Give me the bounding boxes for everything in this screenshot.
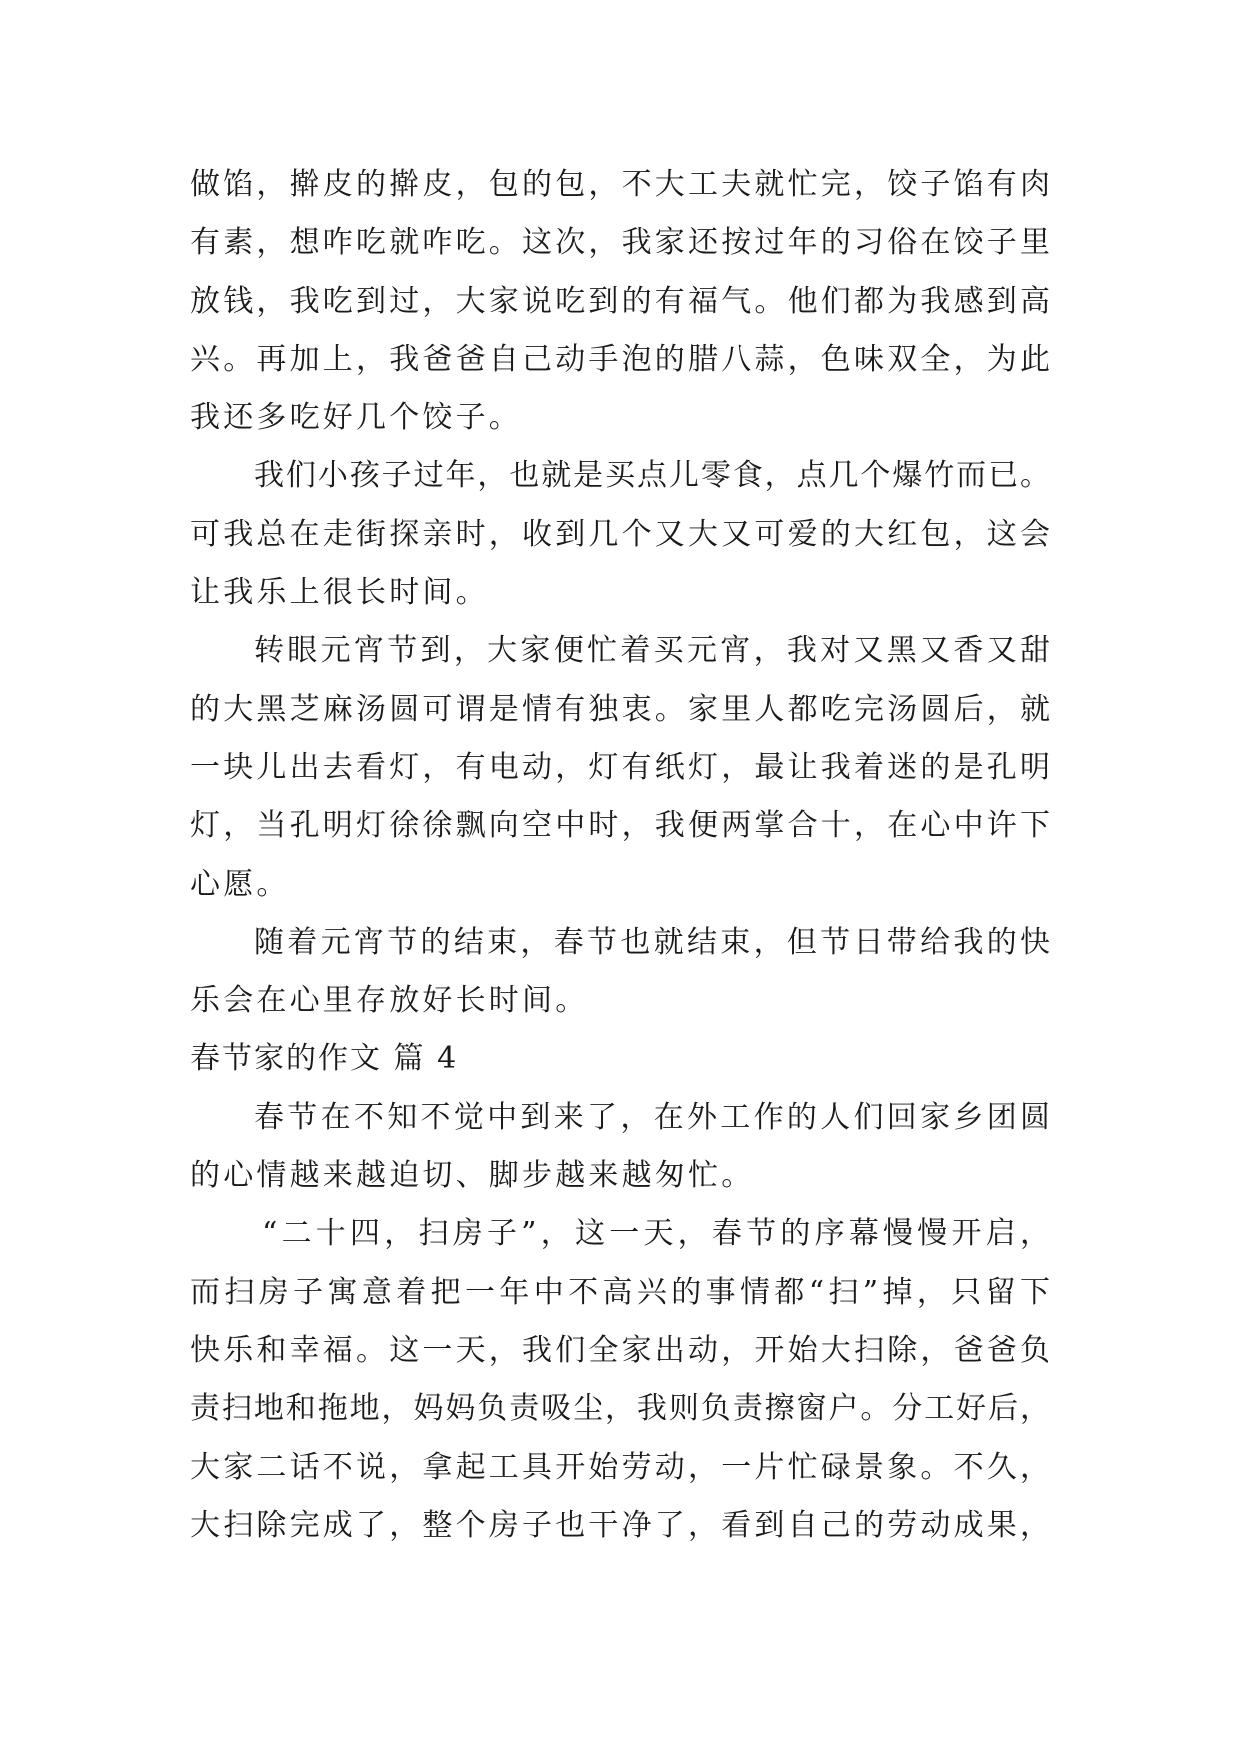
paragraph-first-line: 随着元宵节的结束，春节也就结束，但节日带给我的快 bbox=[254, 924, 1050, 960]
text-line: 让我乐上很长时间。 bbox=[190, 575, 489, 611]
text-line: 放钱，我吃到过，大家说吃到的有福气。他们都为我感到高 bbox=[190, 283, 1050, 319]
text-line: 乐会在心里存放好长时间。 bbox=[190, 983, 589, 1019]
paragraph-first-line: 我们小孩子过年，也就是买点儿零食，点几个爆竹而已。 bbox=[254, 458, 1050, 494]
text-line: 而扫房子寓意着把一年中不高兴的事情都“扫”掉，只留下 bbox=[190, 1274, 1050, 1310]
text-line: 我还多吃好几个饺子。 bbox=[190, 400, 522, 436]
text-line: 责扫地和拖地，妈妈负责吸尘，我则负责擦窗户。分工好后， bbox=[190, 1391, 1050, 1427]
text-line: 灯，当孔明灯徐徐飘向空中时，我便两掌合十，在心中许下 bbox=[190, 808, 1050, 844]
paragraph-first-line: “二十四，扫房子”，这一天，春节的序幕慢慢开启， bbox=[262, 1216, 1050, 1252]
text-line: 的心情越来越迫切、脚步越来越匆忙。 bbox=[190, 1158, 755, 1194]
text-line: 大家二话不说，拿起工具开始劳动，一片忙碌景象。不久， bbox=[190, 1449, 1050, 1485]
text-line: 有素，想咋吃就咋吃。这次，我家还按过年的习俗在饺子里 bbox=[190, 225, 1050, 261]
text-line: 的大黑芝麻汤圆可谓是情有独衷。家里人都吃完汤圆后，就 bbox=[190, 691, 1050, 727]
text-line: 一块儿出去看灯，有电动，灯有纸灯，最让我着迷的是孔明 bbox=[190, 749, 1050, 785]
section-heading: 春节家的作文 篇 4 bbox=[190, 1041, 459, 1077]
text-line: 可我总在走街探亲时，收到几个又大又可爱的大红包，这会 bbox=[190, 516, 1050, 552]
text-line: 兴。再加上，我爸爸自己动手泡的腊八蒜，色味双全，为此 bbox=[190, 341, 1050, 377]
paragraph-first-line: 春节在不知不觉中到来了，在外工作的人们回家乡团圆 bbox=[254, 1099, 1050, 1135]
text-line: 做馅，擀皮的擀皮，包的包，不大工夫就忙完，饺子馅有肉 bbox=[190, 167, 1050, 202]
text-line: 心愿。 bbox=[190, 866, 290, 902]
text-line: 快乐和幸福。这一天，我们全家出动，开始大扫除，爸爸负 bbox=[190, 1332, 1050, 1368]
text-line: 大扫除完成了，整个房子也干净了，看到自己的劳动成果， bbox=[190, 1507, 1050, 1543]
paragraph-first-line: 转眼元宵节到，大家便忙着买元宵，我对又黑又香又甜 bbox=[254, 633, 1050, 669]
document-body bbox=[190, 156, 1050, 1555]
